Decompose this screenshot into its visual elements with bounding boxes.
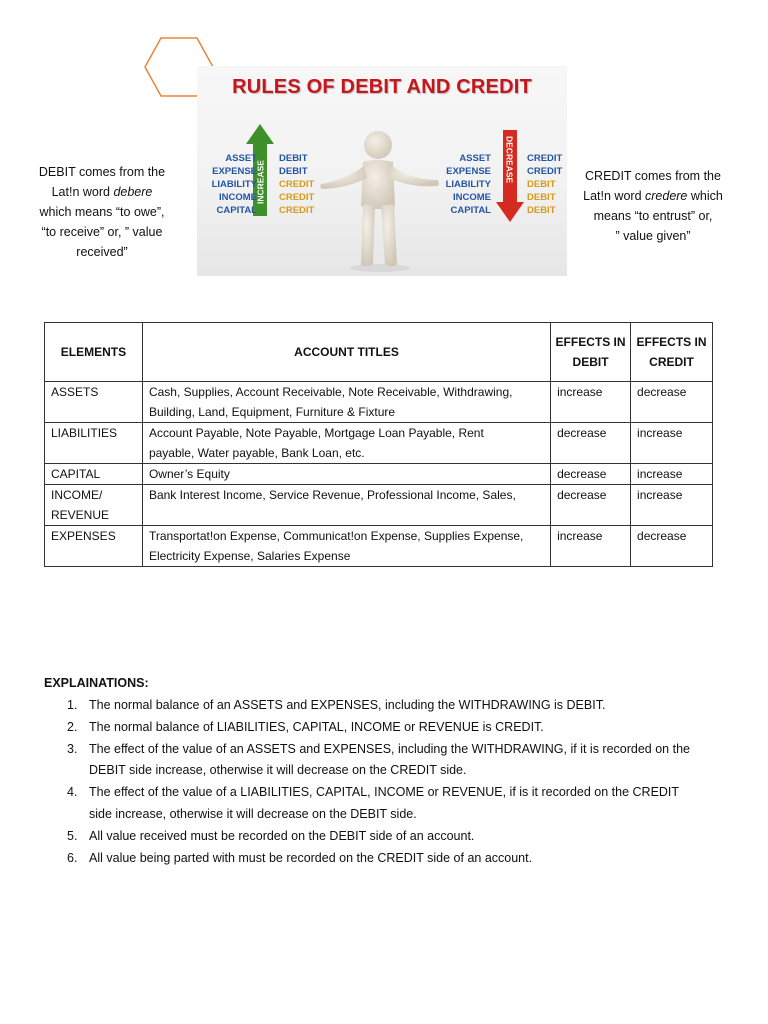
account-titles-cell: Account Payable, Note Payable, Mortgage Loan Payable, Rent payable, Water payable, Bank Loan, etc. bbox=[142, 423, 550, 464]
left-category: EXPENSE bbox=[212, 166, 257, 177]
left-category: CAPITAL bbox=[216, 205, 257, 216]
right-category: LIABILITY bbox=[445, 179, 491, 190]
left-effect: DEBIT bbox=[279, 153, 308, 164]
table-row bbox=[45, 464, 713, 485]
right-effect: CREDIT bbox=[527, 166, 563, 177]
debit-note-line-2: Lat!n word debere bbox=[51, 185, 153, 199]
element-cell: EXPENSES bbox=[45, 526, 143, 567]
right-category: CAPITAL bbox=[450, 205, 491, 216]
credit-effect-cell: increase bbox=[631, 485, 713, 526]
element-cell: INCOME/ REVENUE bbox=[45, 485, 143, 526]
credit-effect-cell: increase bbox=[631, 423, 713, 464]
left-category: LIABILITY bbox=[211, 179, 257, 190]
debit-effect-cell: decrease bbox=[551, 464, 631, 485]
right-effect: DEBIT bbox=[527, 205, 556, 216]
latin-word-debere: debere bbox=[113, 185, 153, 199]
account-titles-cell: Owner’s Equity bbox=[142, 464, 550, 485]
table-row bbox=[45, 526, 713, 567]
credit-effect-cell: decrease bbox=[631, 526, 713, 567]
decrease-arrow-icon bbox=[496, 130, 524, 222]
element-cell: ASSETS bbox=[45, 382, 143, 423]
table-header-row bbox=[45, 323, 713, 382]
account-titles-cell: Cash, Supplies, Account Receivable, Note Receivable, Withdrawing, Building, Land, Equipment, Furniture & Fixture bbox=[142, 382, 550, 423]
explanations-heading: EXPLAINATIONS: bbox=[44, 676, 149, 690]
debit-origin-note bbox=[36, 162, 168, 262]
header-elements: ELEMENTS bbox=[45, 323, 143, 382]
increase-arrow-label: INCREASE bbox=[255, 160, 266, 204]
right-effect: DEBIT bbox=[527, 179, 556, 190]
decrease-arrow-label: DECREASE bbox=[504, 136, 515, 184]
left-effect: CREDIT bbox=[279, 205, 315, 216]
right-category: ASSET bbox=[459, 153, 491, 164]
left-category-list bbox=[203, 152, 257, 217]
element-cell: CAPITAL bbox=[45, 464, 143, 485]
account-titles-cell: Bank Interest Income, Service Revenue, Professional Income, Sales, bbox=[142, 485, 550, 526]
right-effect-list bbox=[527, 152, 577, 217]
right-category-list bbox=[433, 152, 491, 217]
table-row bbox=[45, 485, 713, 526]
debit-note-line-1: DEBIT comes from the bbox=[38, 165, 166, 179]
credit-note-line-4: ” value given” bbox=[615, 229, 691, 243]
debit-note-line-3: which means “to owe”, bbox=[39, 205, 165, 219]
header-account-titles: ACCOUNT TITLES bbox=[142, 323, 550, 382]
list-item: 3. The effect of the value of an ASSETS and EXPENSES, including the WITHDRAWING, if it is recorded on the DEBIT side increase, otherwise it will decrease on the CREDIT side. bbox=[67, 741, 690, 778]
account-titles-cell: Transportat!on Expense, Communicat!on Expense, Supplies Expense, Electricity Expense, Salaries Expense bbox=[142, 526, 550, 567]
list-item: 5. All value received must be recorded on the DEBIT side of an account. bbox=[67, 828, 475, 843]
element-cell: LIABILITIES bbox=[45, 423, 143, 464]
left-category: INCOME bbox=[219, 192, 257, 203]
debit-credit-table bbox=[44, 322, 713, 567]
right-category: EXPENSE bbox=[446, 166, 491, 177]
latin-word-credere: credere bbox=[645, 189, 688, 203]
left-effect: DEBIT bbox=[279, 166, 308, 177]
debit-note-line-5: received” bbox=[76, 245, 128, 259]
debit-note-line-4: “to receive” or, ” value bbox=[41, 225, 163, 239]
header-effects-credit: EFFECTS IN CREDIT bbox=[631, 323, 713, 382]
right-category: INCOME bbox=[453, 192, 491, 203]
credit-note-line-1: CREDIT comes from the bbox=[585, 169, 721, 183]
header-effects-debit: EFFECTS IN DEBIT bbox=[551, 323, 631, 382]
table-row bbox=[45, 423, 713, 464]
left-effect: CREDIT bbox=[279, 192, 315, 203]
debit-effect-cell: decrease bbox=[551, 485, 631, 526]
credit-effect-cell: decrease bbox=[631, 382, 713, 423]
left-category: ASSET bbox=[225, 153, 257, 164]
person-figure-icon bbox=[315, 128, 445, 274]
graphic-title: RULES OF DEBIT AND CREDIT bbox=[232, 76, 532, 98]
credit-effect-cell: increase bbox=[631, 464, 713, 485]
debit-effect-cell: increase bbox=[551, 382, 631, 423]
list-item: 6. All value being parted with must be recorded on the CREDIT side of an account. bbox=[67, 850, 533, 865]
list-item: 1. The normal balance of an ASSETS and EXPENSES, including the WITHDRAWING is DEBIT. bbox=[67, 698, 606, 712]
credit-note-line-2: Lat!n word credere which bbox=[583, 189, 723, 203]
table-row bbox=[45, 382, 713, 423]
explanations-list bbox=[44, 695, 734, 869]
list-item: 4. The effect of the value of a LIABILITIES, CAPITAL, INCOME or REVENUE, if is it recorded on the CREDIT side increase, otherwise it will decrease on the DEBIT side. bbox=[67, 785, 680, 821]
right-effect: CREDIT bbox=[527, 153, 563, 164]
debit-effect-cell: decrease bbox=[551, 423, 631, 464]
credit-origin-note bbox=[578, 166, 728, 246]
debit-effect-cell: increase bbox=[551, 526, 631, 567]
left-effect: CREDIT bbox=[279, 179, 315, 190]
right-effect: DEBIT bbox=[527, 192, 556, 203]
list-item: 2. The normal balance of LIABILITIES, CAPITAL, INCOME or REVENUE is CREDIT. bbox=[67, 719, 544, 734]
rules-graphic bbox=[197, 66, 567, 276]
left-effect-list bbox=[279, 152, 329, 217]
credit-note-line-3: means “to entrust” or, bbox=[593, 209, 713, 223]
